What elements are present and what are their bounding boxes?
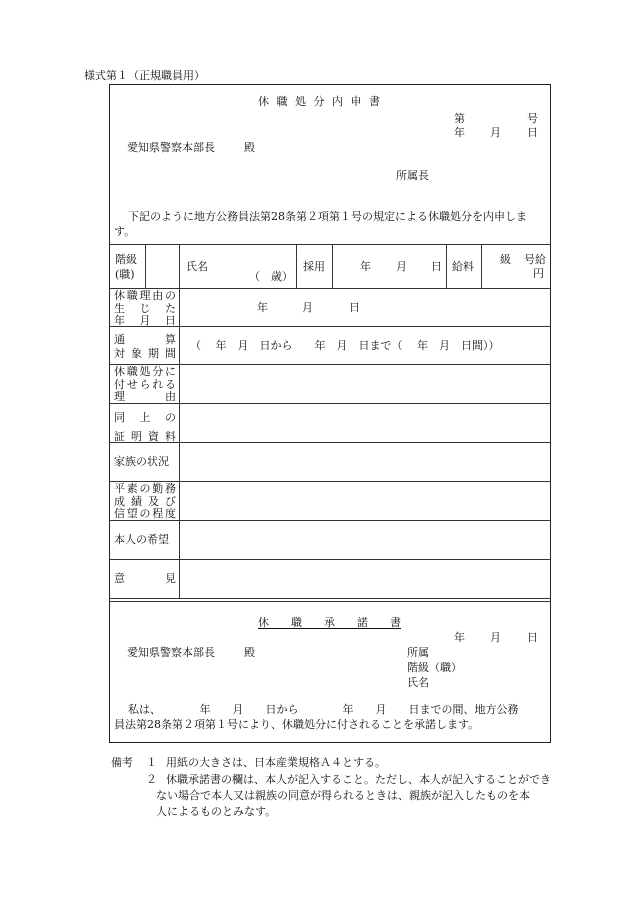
note2-text-line2: ない場合で本人又は親族の同意が得られるときは、親族が記入したものを本 (156, 789, 530, 802)
note1-number: １ (146, 756, 157, 769)
consent-body-line1: 私は、 年 月 日から 年 月 日までの間、地方公務 (128, 703, 519, 716)
salary-grade: 級 (500, 253, 511, 266)
salary-step: 号給 (524, 253, 546, 266)
note1-text: 用紙の大きさは、日本産業規格Ａ４とする。 (166, 756, 386, 769)
date-day: 日 (527, 126, 538, 139)
consent-body-line2: 員法第28条第２項第１号により、休職処分に付されることを承諾します。 (114, 718, 480, 731)
hire-month: 月 (396, 260, 407, 273)
salary-yen: 円 (533, 267, 544, 280)
notes-heading: 備考 (111, 756, 133, 769)
note2-number: ２ (146, 773, 157, 786)
consent-year: 年 (454, 631, 465, 644)
date-year: 年 (454, 126, 465, 139)
rank-label-line1: 階級 (115, 253, 137, 266)
calc-period-value: （ 年 月 日から 年 月 日まで（ 年 月 日間）） (190, 339, 500, 352)
salary-label: 給料 (452, 260, 474, 273)
sender-label: 所属長 (396, 169, 429, 182)
application-title: 休 職 処 分 内 申 書 (258, 95, 382, 108)
disposal-reason-label: 休職処分に 付せられる 理 由 (114, 365, 176, 403)
reason-day: 日 (349, 301, 360, 314)
rank-label-line2: (職) (115, 268, 135, 281)
intro-text-line1: 下記のように地方公務員法第28条第２項第１号の規定による休職処分を内申しま (128, 210, 527, 223)
hire-day: 日 (431, 260, 442, 273)
reason-year: 年 (257, 301, 268, 314)
section-divider (109, 601, 551, 602)
reason-date-label: 休職理由の 生 じ た 年 月 日 (114, 289, 176, 327)
performance-label: 平素の勤務 成 績 及 び 信望の程度 (114, 482, 176, 520)
column-divider (179, 244, 180, 598)
addressee: 愛知県警察本部長 (127, 141, 215, 154)
hire-year: 年 (360, 260, 371, 273)
column-divider (296, 244, 297, 288)
consent-addressee-honorific: 殿 (244, 646, 255, 659)
note2-text-line1: 休職承諾書の欄は、本人が記入すること。ただし、本人が記入することができ (166, 773, 551, 786)
consent-name-label: 氏名 (407, 676, 429, 689)
consent-day: 日 (527, 631, 538, 644)
column-divider (481, 244, 482, 288)
column-divider (145, 244, 146, 288)
consent-addressee: 愛知県警察本部長 (127, 646, 215, 659)
form-label: 様式第１（正規職員用） (84, 69, 205, 82)
calc-period-label: 通 算 対象期間 (114, 333, 176, 360)
number-suffix: 号 (527, 112, 538, 125)
note2-text-line3: 人によるものとみなす。 (156, 805, 277, 818)
opinion-label: 意 見 (114, 572, 176, 585)
row-divider (109, 244, 551, 245)
hire-label: 採用 (303, 260, 325, 273)
addressee-honorific: 殿 (244, 141, 255, 154)
consent-affiliation-label: 所属 (407, 646, 429, 659)
wish-label: 本人の希望 (114, 533, 169, 546)
section-divider (109, 598, 551, 599)
family-label: 家族の状況 (114, 455, 169, 468)
date-month: 月 (490, 126, 501, 139)
proof-label: 同 上 の 証明資料 (114, 411, 176, 443)
number-prefix: 第 (454, 112, 465, 125)
column-divider (332, 244, 333, 288)
name-label: 氏名 (186, 260, 208, 273)
consent-rank-label: 階級（職） (407, 661, 462, 674)
column-divider (446, 244, 447, 288)
age-label: （ 歳） (249, 270, 293, 283)
consent-title: 休 職 承 諾 書 (258, 616, 401, 629)
consent-month: 月 (490, 631, 501, 644)
reason-month: 月 (302, 301, 313, 314)
intro-text-line2: す。 (114, 225, 136, 238)
row-divider (109, 559, 551, 560)
